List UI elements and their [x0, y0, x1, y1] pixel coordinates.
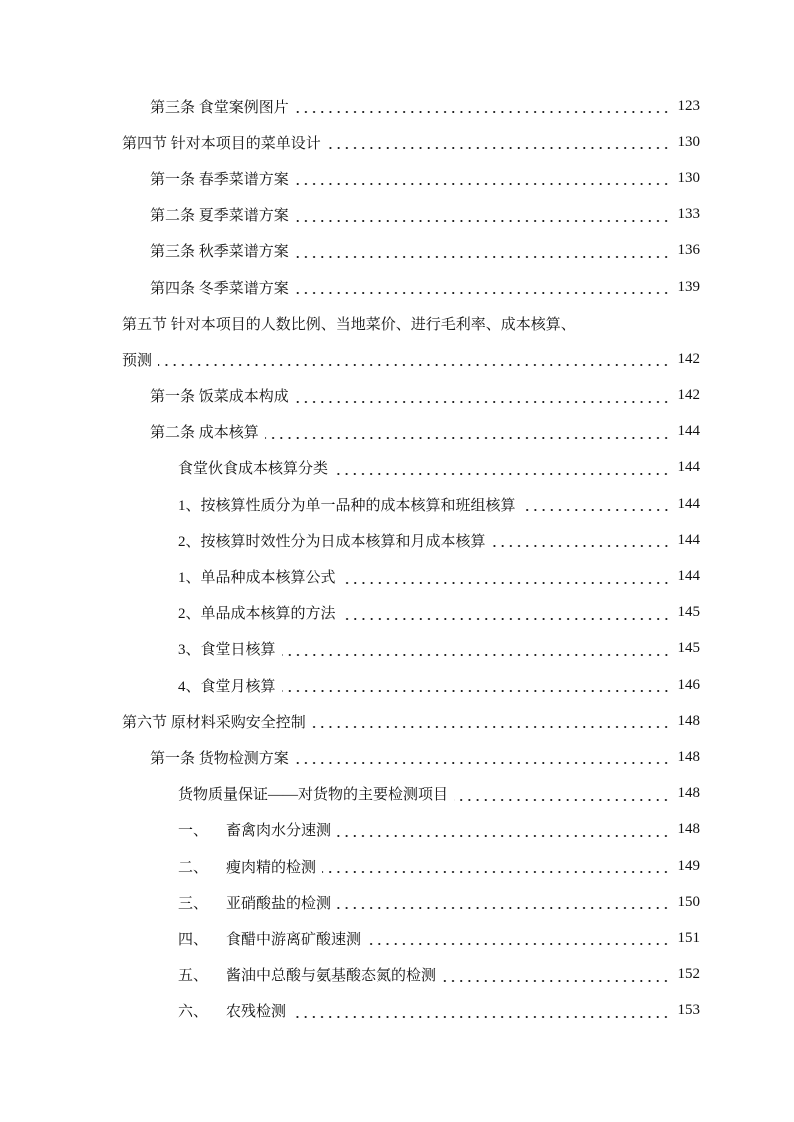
toc-page-number: 153	[677, 1002, 700, 1019]
toc-entry[interactable]	[122, 160, 700, 196]
dot-leader	[265, 424, 670, 440]
toc-entry-label	[178, 928, 361, 949]
toc-entry-title: 亚硝酸盐的检测	[226, 895, 332, 912]
table-of-contents	[122, 88, 700, 1029]
toc-entry[interactable]	[122, 920, 700, 956]
toc-entry[interactable]	[122, 124, 700, 160]
dot-leader	[492, 532, 670, 548]
dot-leader	[442, 967, 670, 983]
toc-entry[interactable]	[122, 884, 700, 920]
toc-page-number: 145	[677, 640, 700, 657]
toc-page-number: 150	[677, 893, 700, 910]
dot-leader	[322, 858, 670, 874]
toc-entry[interactable]	[122, 378, 700, 414]
toc-entry[interactable]	[122, 558, 700, 594]
toc-entry-number: 六、	[178, 1004, 209, 1021]
toc-page-number: 123	[677, 97, 700, 114]
toc-entry-label: 1、按核算性质分为单一品种的成本核算和班组核算	[178, 497, 516, 514]
toc-entry-label	[178, 1000, 286, 1021]
toc-entry-label: 第三条 食堂案例图片	[150, 99, 289, 116]
toc-page-number: 148	[677, 821, 700, 838]
toc-page-number: 152	[677, 966, 700, 983]
toc-entry-label	[178, 856, 316, 877]
toc-page-number: 144	[677, 423, 700, 440]
toc-entry-label: 第四条 冬季菜谱方案	[150, 280, 289, 297]
toc-entry-number: 五、	[178, 968, 209, 985]
dot-leader	[282, 641, 670, 657]
toc-page-number: 144	[677, 531, 700, 548]
dot-leader	[327, 134, 670, 150]
dot-leader	[367, 930, 670, 946]
toc-entry-title: 农残检测	[226, 1004, 287, 1021]
toc-entry-number: 二、	[178, 859, 209, 876]
toc-entry-title: 畜禽肉水分速测	[226, 823, 332, 840]
toc-entry-label: 第三条 秋季菜谱方案	[150, 244, 289, 261]
toc-entry-label: 第二条 夏季菜谱方案	[150, 208, 289, 225]
toc-page-number: 145	[677, 604, 700, 621]
toc-page-number: 144	[677, 495, 700, 512]
dot-leader	[158, 351, 670, 367]
toc-entry-number: 三、	[178, 895, 209, 912]
toc-entry-label: 4、食堂月核算	[178, 678, 276, 695]
toc-entry-label	[178, 819, 331, 840]
toc-page-number: 133	[677, 206, 700, 223]
dot-leader	[295, 279, 670, 295]
toc-entry[interactable]	[122, 414, 700, 450]
dot-leader	[292, 1003, 670, 1019]
toc-entry-number: 四、	[178, 931, 209, 948]
toc-entry-label: 第四节 针对本项目的菜单设计	[122, 135, 321, 152]
toc-entry[interactable]	[122, 739, 700, 775]
toc-entry-label: 食堂伙食成本核算分类	[178, 461, 329, 478]
dot-leader	[522, 496, 670, 512]
toc-entry-title: 食醋中游离矿酸速测	[226, 931, 362, 948]
dot-leader	[342, 569, 670, 585]
toc-entry[interactable]	[122, 776, 700, 812]
toc-entry[interactable]	[122, 631, 700, 667]
toc-page-number: 130	[677, 133, 700, 150]
toc-entry[interactable]	[122, 450, 700, 486]
dot-leader	[295, 170, 670, 186]
dot-leader	[295, 243, 670, 259]
toc-entry[interactable]	[122, 88, 700, 124]
toc-entry-label: 第一条 饭菜成本构成	[150, 389, 289, 406]
toc-entry-label: 1、单品种成本核算公式	[178, 570, 336, 587]
dot-leader	[295, 207, 670, 223]
dot-leader	[295, 749, 670, 765]
toc-entry[interactable]	[122, 703, 700, 739]
toc-entry[interactable]	[122, 341, 700, 377]
toc-entry[interactable]	[122, 522, 700, 558]
toc-page-number: 144	[677, 568, 700, 585]
toc-entry[interactable]	[122, 233, 700, 269]
toc-page-number: 139	[677, 278, 700, 295]
toc-page-number: 148	[677, 785, 700, 802]
toc-page-number: 148	[677, 712, 700, 729]
toc-entry[interactable]	[122, 993, 700, 1029]
toc-entry-label: 3、食堂日核算	[178, 642, 276, 659]
toc-entry-label: 第一条 春季菜谱方案	[150, 171, 289, 188]
toc-entry-label: 货物质量保证——对货物的主要检测项目	[178, 787, 449, 804]
dot-leader	[295, 98, 670, 114]
toc-entry[interactable]	[122, 595, 700, 631]
toc-page-number: 144	[677, 459, 700, 476]
dot-leader	[337, 894, 670, 910]
toc-entry[interactable]	[122, 197, 700, 233]
dot-leader	[337, 822, 670, 838]
toc-entry-label: 第六节 原材料采购安全控制	[122, 714, 306, 731]
toc-entry-label	[178, 964, 436, 985]
toc-entry[interactable]	[122, 957, 700, 993]
toc-entry[interactable]	[122, 486, 700, 522]
toc-entry-title: 瘦肉精的检测	[226, 859, 317, 876]
toc-entry-label: 第二条 成本核算	[150, 425, 259, 442]
toc-entry[interactable]	[122, 848, 700, 884]
toc-entry-label: 第五节 针对本项目的人数比例、当地菜价、进行毛利率、成本核算、	[122, 316, 576, 333]
toc-entry-label: 2、单品成本核算的方法	[178, 606, 336, 623]
dot-leader	[282, 677, 670, 693]
toc-page-number: 146	[677, 676, 700, 693]
toc-entry[interactable]	[122, 667, 700, 703]
toc-page-number: 142	[677, 387, 700, 404]
toc-entry-label: 预测	[122, 352, 153, 369]
dot-leader	[295, 388, 670, 404]
toc-entry-label: 2、按核算时效性分为日成本核算和月成本核算	[178, 533, 486, 550]
toc-page-number: 130	[677, 169, 700, 186]
toc-page-number: 136	[677, 242, 700, 259]
toc-entry-number: 一、	[178, 823, 209, 840]
toc-entry-title: 酱油中总酸与氨基酸态氮的检测	[226, 968, 437, 985]
toc-page-number: 148	[677, 748, 700, 765]
toc-page-number: 151	[677, 929, 700, 946]
toc-entry[interactable]	[122, 269, 700, 305]
toc-page-number: 149	[677, 857, 700, 874]
toc-entry[interactable]	[122, 305, 700, 341]
toc-page-number: 142	[677, 350, 700, 367]
toc-entry[interactable]	[122, 812, 700, 848]
toc-entry-label: 第一条 货物检测方案	[150, 750, 289, 767]
toc-entry-label	[178, 892, 331, 913]
dot-leader	[312, 713, 670, 729]
dot-leader	[342, 605, 670, 621]
dot-leader	[454, 786, 670, 802]
dot-leader	[334, 460, 670, 476]
